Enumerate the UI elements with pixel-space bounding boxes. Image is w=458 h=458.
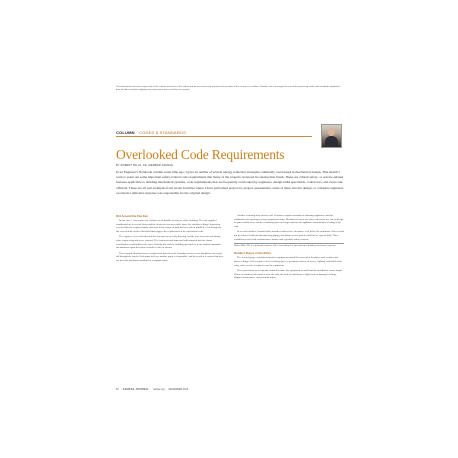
left-subhead: Dirt Around the Fan Fan — [116, 214, 148, 218]
magazine-name: ASHRAE JOURNAL — [122, 388, 150, 391]
issue-date: DECEMBER 2019 — [168, 388, 189, 391]
author-photo — [321, 124, 342, 148]
body-paragraph: Another recurring issue involves the clearances required around fuel-burning appliances and the combustion air openings serving equipment rooms. Mechanical rooms are often reduced in size late in design to gain leasable area, and the remaining space no longer satisfies the appliance manufacturer's listing or the code. — [234, 214, 344, 229]
right-subhead: Outdoor Buoys in the Attics — [234, 251, 272, 256]
journal-page — [116, 86, 344, 396]
author-sidenote: Robert Mills, PE, is a principal engineer with a consulting firm specializing in building mechanical systems. — [234, 243, 344, 248]
article-intro: In an Engineer's Notebook column some time ago, I gave an outline of several energy reduction strategies commonly overlooked in mechanical design. This month I want to point out some important safety-related code requirements that many of the projects reviewed in construction brush. These are critical safety- or service-related features applicable to building mechanical systems, code requirements that are frequently overlooked by engineers, design-build specialists, contractors, and even code officials. These are all real examples from recent facilities where I have performed project-by-project assessments; some of these involve design, or complete engineers on whom a deficient response was responsible for the original design. — [116, 170, 344, 195]
body-paragraph: These provisions are frequently omitted because the equipment is small and the installation seems simple. When a technician later must service the unit, the lack of a platform or light leads to damaged ceilings, skipped maintenance, and potential injury. — [234, 269, 343, 280]
disclaimer-text: The information and views expressed in this column are those of the author and do not necessarily represent the position of the society or its editors. Readers are encouraged to consult the governing codes and standards adopted in their jurisdiction before applying any requirement discussed here to a project. — [116, 86, 340, 91]
author-photo-head — [328, 128, 335, 136]
body-paragraph: In several facilities I found boilers installed with service clearances well below the minimum. Filters could not be removed without disconnecting piping, and burner access panels could not be opened fully. These conditions create both a maintenance burden and a genuine safety concern. — [234, 230, 344, 241]
column-header — [116, 130, 186, 135]
right-column — [234, 214, 344, 282]
article-byline: BY ROBERT MILLS, PE, MEMBER ASHRAE — [116, 164, 174, 167]
page-footer — [116, 388, 344, 391]
header-rule — [116, 136, 312, 137]
section-label: CODES & STANDARDS — [139, 130, 186, 135]
body-paragraph: The engineer of record had noted the detectors on an early drawing, but the note was removed during value engineering and never restored. The contractor and inspector both assumed that fire alarm coordination would address the issue. Nobody did, and the building operated for years without automatic fan shutdown upon detection of smoke in the air stream. — [116, 235, 221, 250]
left-column — [116, 214, 224, 264]
column-label: COLUMN — [116, 130, 135, 135]
author-photo-body — [325, 136, 338, 147]
body-paragraph: The second group of problems involves equipment installed in concealed locations such as attics and above ceilings. Codes require a level working space, a permanent means of access, lighting controlled at the entry, and a service receptacle near the equipment. — [234, 256, 343, 267]
article-title: Overlooked Code Requirements — [116, 147, 285, 162]
body-paragraph: In one case, I was retained to evaluate an air handler serving an office building. The unit supplied conditioned air to several floors and the ductwork was accessible above the corridor ceilings. Inspection revealed that the required smoke detectors in the return air path had never been installed, even though the fan exceeded the airflow threshold that triggers the requirement in the mechanical code. — [116, 219, 222, 234]
body-paragraph: This example illustrates how a requirement that sits at the boundary between two disciplines can easily fall through the cracks. Each party believes another party is responsible, and the result is a system that does not meet the minimum standard for occupant safety. — [116, 251, 224, 263]
page-number: 52 — [116, 388, 119, 391]
site-url: ashrae.org — [153, 388, 165, 391]
